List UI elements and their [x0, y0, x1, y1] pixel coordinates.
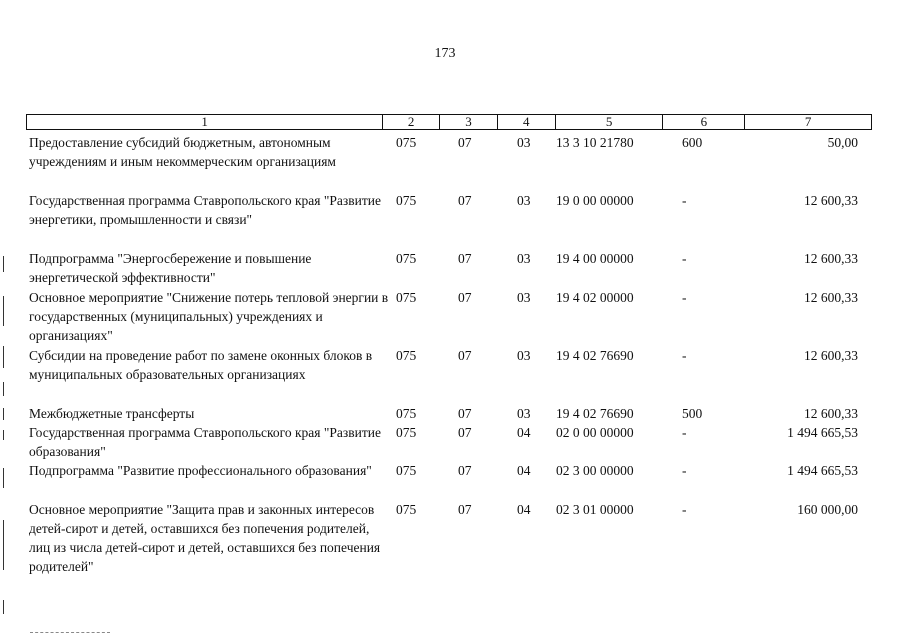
row-expense-type: -: [682, 290, 687, 305]
row-target-article: 19 4 02 76690: [556, 406, 634, 421]
row-expense-type: -: [682, 348, 687, 363]
row-ministry: 075: [396, 290, 417, 305]
row-name: Предоставление субсидий бюджетным, автономным учреждениям и иным некоммерческим организациям: [29, 135, 336, 169]
row-ministry: 075: [396, 135, 417, 150]
scan-mark: [3, 408, 4, 420]
row-subsection: 03: [517, 251, 531, 266]
row-target-article: 13 3 10 21780: [556, 135, 634, 150]
row-amount: 50,00: [827, 135, 858, 150]
row-subsection: 03: [517, 406, 531, 421]
row-amount: 1 494 665,53: [787, 463, 858, 478]
row-ministry: 075: [396, 348, 417, 363]
row-ministry: 075: [396, 425, 417, 440]
scan-fragment: [30, 632, 110, 634]
row-target-article: 19 4 00 00000: [556, 251, 634, 266]
row-name: Подпрограмма "Развитие профессионального образования": [29, 463, 372, 478]
row-expense-type: -: [682, 251, 687, 266]
scan-mark: [3, 256, 4, 272]
row-name: Межбюджетные трансферты: [29, 406, 195, 421]
header-col-3: 3: [439, 115, 497, 129]
header-col-2: 2: [382, 115, 439, 129]
row-subsection: 04: [517, 425, 531, 440]
row-expense-type: -: [682, 463, 687, 478]
row-name: Основное мероприятие "Защита прав и законных интересов детей-сирот и детей, оставшихся без попечения родителей, лиц из числа детей-сирот и детей, оставшихся без попечения родителей": [29, 502, 381, 574]
row-section: 07: [458, 135, 472, 150]
row-amount: 160 000,00: [797, 502, 858, 517]
row-amount: 12 600,33: [804, 251, 858, 266]
row-name: Подпрограмма "Энергосбережение и повышение энергетической эффективности": [29, 251, 312, 285]
row-subsection: 03: [517, 193, 531, 208]
row-target-article: 19 4 02 76690: [556, 348, 634, 363]
row-amount: 12 600,33: [804, 406, 858, 421]
row-expense-type: 600: [682, 135, 703, 150]
scan-mark: [3, 346, 4, 368]
row-section: 07: [458, 290, 472, 305]
row-ministry: 075: [396, 251, 417, 266]
row-ministry: 075: [396, 193, 417, 208]
row-subsection: 04: [517, 502, 531, 517]
row-amount: 12 600,33: [804, 348, 858, 363]
row-amount: 12 600,33: [804, 290, 858, 305]
header-col-7: 7: [744, 115, 871, 129]
row-name: Основное мероприятие "Снижение потерь тепловой энергии в государственных (муниципальных) учреждениях и организациях": [29, 290, 389, 343]
header-col-1: 1: [201, 114, 208, 129]
row-section: 07: [458, 502, 472, 517]
row-subsection: 03: [517, 348, 531, 363]
row-subsection: 03: [517, 290, 531, 305]
row-expense-type: -: [682, 425, 687, 440]
scan-mark: [3, 520, 4, 570]
row-name: Государственная программа Ставропольского края "Развитие образования": [29, 425, 381, 459]
header-col-6: 6: [662, 115, 744, 129]
row-subsection: 04: [517, 463, 531, 478]
row-ministry: 075: [396, 502, 417, 517]
row-section: 07: [458, 193, 472, 208]
row-expense-type: 500: [682, 406, 703, 421]
scan-mark: [3, 430, 4, 440]
row-subsection: 03: [517, 135, 531, 150]
row-name: Субсидии на проведение работ по замене оконных блоков в муниципальных образовательных организациях: [29, 348, 373, 382]
row-target-article: 02 3 01 00000: [556, 502, 634, 517]
row-target-article: 02 0 00 00000: [556, 425, 634, 440]
row-expense-type: -: [682, 193, 687, 208]
page-number: 173: [434, 46, 456, 61]
row-expense-type: -: [682, 502, 687, 517]
header-col-4: 4: [497, 115, 555, 129]
row-section: 07: [458, 348, 472, 363]
scan-mark: [3, 600, 4, 614]
row-target-article: 19 0 00 00000: [556, 193, 634, 208]
row-section: 07: [458, 251, 472, 266]
scan-mark: [3, 296, 4, 326]
row-section: 07: [458, 425, 472, 440]
row-section: 07: [458, 406, 472, 421]
row-name: Государственная программа Ставропольского края "Развитие энергетики, промышленности и связи": [29, 193, 381, 227]
row-section: 07: [458, 463, 472, 478]
row-amount: 1 494 665,53: [787, 425, 858, 440]
row-target-article: 19 4 02 00000: [556, 290, 634, 305]
row-amount: 12 600,33: [804, 193, 858, 208]
table-header: [26, 114, 872, 130]
row-ministry: 075: [396, 406, 417, 421]
scan-mark: [3, 382, 4, 396]
row-target-article: 02 3 00 00000: [556, 463, 634, 478]
scan-mark: [3, 468, 4, 488]
header-col-5: 5: [555, 115, 663, 129]
row-ministry: 075: [396, 463, 417, 478]
